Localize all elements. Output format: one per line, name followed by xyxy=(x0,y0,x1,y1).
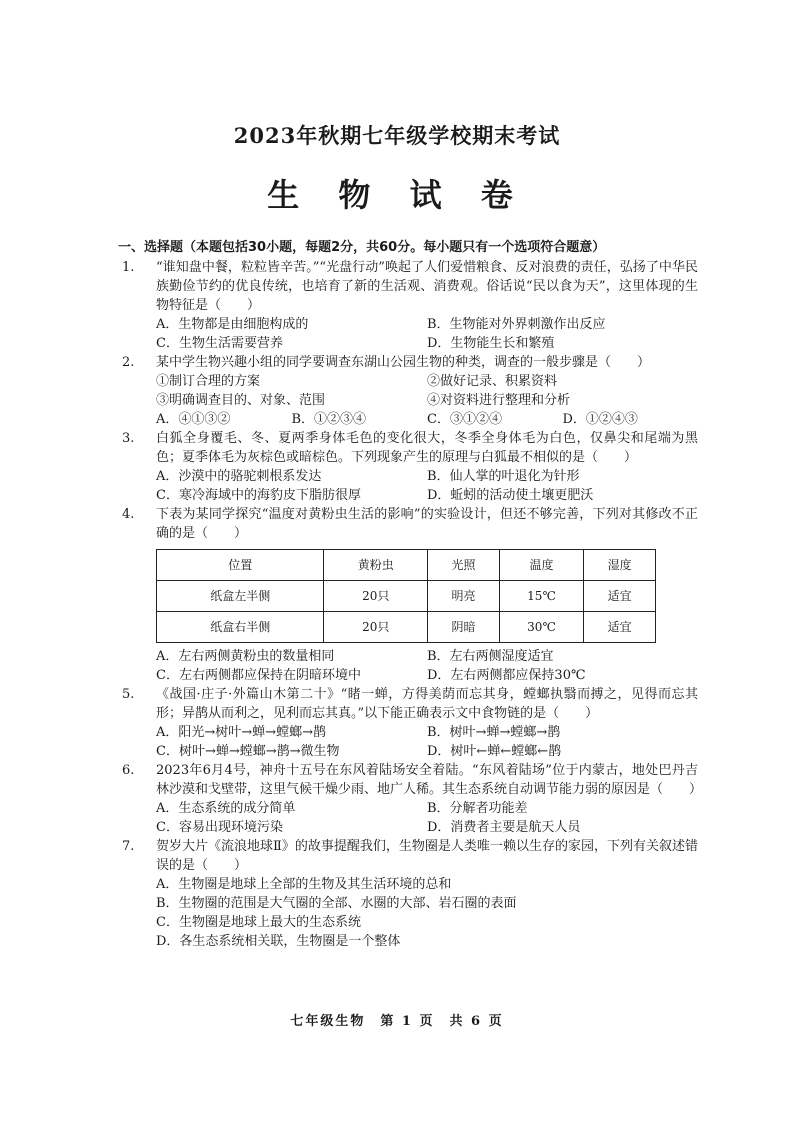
option-b[interactable]: B．仙人掌的叶退化为针形 xyxy=(427,469,580,484)
option-d[interactable]: D．消费者主要是航天人员 xyxy=(427,820,581,835)
option-b[interactable]: B．生物能对外界刺激作出反应 xyxy=(427,317,606,332)
question-stem: 下表为某同学探究“温度对黄粉虫生活的影响”的实验设计，但还不够完善，下列对其修改不正确的是（ ） xyxy=(156,507,698,541)
table-cell: 30℃ xyxy=(499,612,583,643)
table-row xyxy=(157,581,656,612)
table-cell: 适宜 xyxy=(584,581,656,612)
option-c[interactable]: C．树叶→蝉→螳螂→鹊→微生物 xyxy=(156,744,340,759)
question-number: 5. xyxy=(122,687,135,702)
option-d[interactable]: D．树叶←蝉←螳螂←鹊 xyxy=(427,744,562,759)
table-cell: 纸盒左半侧 xyxy=(157,581,324,612)
question-stem: “谁知盘中餐，粒粒皆辛苦。”“光盘行动”唤起了人们爱惜粮食、反对浪费的责任，弘扬了中华民族勤俭节约的优良传统，也培育了新的生活观、消费观。俗话说“民以食为天”，这里体现的生物特征是（ ） xyxy=(156,260,698,313)
page-footer: 七年级生物 第 1 页 共 6 页 xyxy=(290,1014,504,1029)
step-4: ④对资料进行整理和分析 xyxy=(427,393,571,408)
table-header: 温度 xyxy=(499,550,583,581)
option-c[interactable]: C．左右两侧都应保持在阴暗环境中 xyxy=(156,668,361,683)
option-d[interactable]: D．生物能生长和繁殖 xyxy=(427,336,555,351)
table-header: 光照 xyxy=(428,550,500,581)
table-header: 湿度 xyxy=(584,550,656,581)
question-2 xyxy=(118,353,698,429)
question-stem: 2023年6月4号，神舟十五号在东风着陆场安全着陆。“东风着陆场”位于内蒙古，地处巴丹吉林沙漠和戈壁带，这里气候干燥少雨、地广人稀。其生态系统自动调节能力弱的原因是（ ） xyxy=(156,763,703,797)
exam-title: 2023年秋期七年级学校期末考试 xyxy=(233,123,561,148)
table-cell: 20只 xyxy=(324,581,428,612)
section-heading: 一、选择题（本题包括30小题，每题2分，共60分。每小题只有一个选项符合题意） xyxy=(118,240,606,255)
question-1 xyxy=(118,258,698,353)
option-d[interactable]: D．各生态系统相关联，生物圈是一个整体 xyxy=(156,934,401,949)
option-c[interactable]: C．容易出现环境污染 xyxy=(156,820,283,835)
option-c[interactable]: C．生物生活需要营养 xyxy=(156,336,283,351)
question-number: 7. xyxy=(122,839,135,854)
question-number: 6. xyxy=(122,763,135,778)
question-number: 3. xyxy=(122,431,135,446)
option-b[interactable]: B．树叶→蝉→螳螂→鹊 xyxy=(427,725,561,740)
option-c[interactable]: C．生物圈是地球上最大的生态系统 xyxy=(156,915,361,930)
option-b[interactable]: B．左右两侧湿度适宜 xyxy=(427,649,554,664)
table-cell: 20只 xyxy=(324,612,428,643)
option-b[interactable]: B．生物圈的范围是大气圈的全部、水圈的大部、岩石圈的表面 xyxy=(156,896,517,911)
option-d[interactable]: D．蚯蚓的活动使土壤更肥沃 xyxy=(427,488,594,503)
question-stem: 贺岁大片《流浪地球Ⅱ》的故事提醒我们，生物圈是人类唯一赖以生存的家园，下列有关叙述错误的是（ ） xyxy=(156,839,698,873)
question-stem: 白狐全身覆毛、冬、夏两季身体毛色的变化很大，冬季全身体毛为白色，仅鼻尖和尾端为黑色；夏季体毛为灰棕色或暗棕色。下列现象产生的原理与白狐最不相似的是（ ） xyxy=(156,431,698,465)
option-a[interactable]: A．生态系统的成分简单 xyxy=(156,801,296,816)
question-number: 2. xyxy=(122,355,135,370)
step-3: ③明确调查目的、对象、范围 xyxy=(156,393,326,408)
option-d[interactable]: D．左右两侧都应保持30℃ xyxy=(427,668,586,683)
question-3 xyxy=(118,429,698,505)
question-4 xyxy=(118,505,698,685)
question-stem: 《战国·庄子·外篇山木第二十》“睹一蝉，方得美荫而忘其身，螳螂执翳而搏之，见得而忘其形；异鹊从而利之，见利而忘其真。”以下能正确表示文中食物链的是（ ） xyxy=(156,687,698,721)
option-a[interactable]: A．生物圈是地球上全部的生物及其生活环境的总和 xyxy=(156,877,452,892)
table-cell: 15℃ xyxy=(499,581,583,612)
table-cell: 阴暗 xyxy=(428,612,500,643)
option-a[interactable]: A．④①③② xyxy=(156,412,231,427)
subject-title: 生 物 试 卷 xyxy=(267,176,527,214)
question-number: 1. xyxy=(122,260,135,275)
table-header-row xyxy=(157,550,656,581)
option-a[interactable]: A．阳光→树叶→蝉→螳螂→鹊 xyxy=(156,725,326,740)
option-b[interactable]: B．①②③④ xyxy=(291,412,367,427)
table-row xyxy=(157,612,656,643)
question-number: 4. xyxy=(122,507,135,522)
step-1: ①制订合理的方案 xyxy=(156,374,261,389)
option-c[interactable]: C．③①②④ xyxy=(427,412,502,427)
question-6 xyxy=(118,761,703,837)
table-cell: 明亮 xyxy=(428,581,500,612)
question-stem: 某中学生物兴趣小组的同学要调查东湖山公园生物的种类，调查的一般步骤是（ ） xyxy=(156,355,651,370)
experiment-table xyxy=(156,549,656,643)
question-list xyxy=(118,258,703,951)
table-header: 黄粉虫 xyxy=(324,550,428,581)
option-b[interactable]: B．分解者功能差 xyxy=(427,801,528,816)
question-5 xyxy=(118,685,698,761)
option-a[interactable]: A．生物都是由细胞构成的 xyxy=(156,317,309,332)
question-7 xyxy=(118,837,698,951)
option-a[interactable]: A．左右两侧黄粉虫的数量相同 xyxy=(156,649,335,664)
table-header: 位置 xyxy=(157,550,324,581)
option-a[interactable]: A．沙漠中的骆驼刺根系发达 xyxy=(156,469,322,484)
option-d[interactable]: D．①②④③ xyxy=(562,412,638,427)
table-cell: 纸盒右半侧 xyxy=(157,612,324,643)
table-cell: 适宜 xyxy=(584,612,656,643)
step-2: ②做好记录、积累资料 xyxy=(427,374,558,389)
option-c[interactable]: C．寒冷海域中的海豹皮下脂肪很厚 xyxy=(156,488,361,503)
